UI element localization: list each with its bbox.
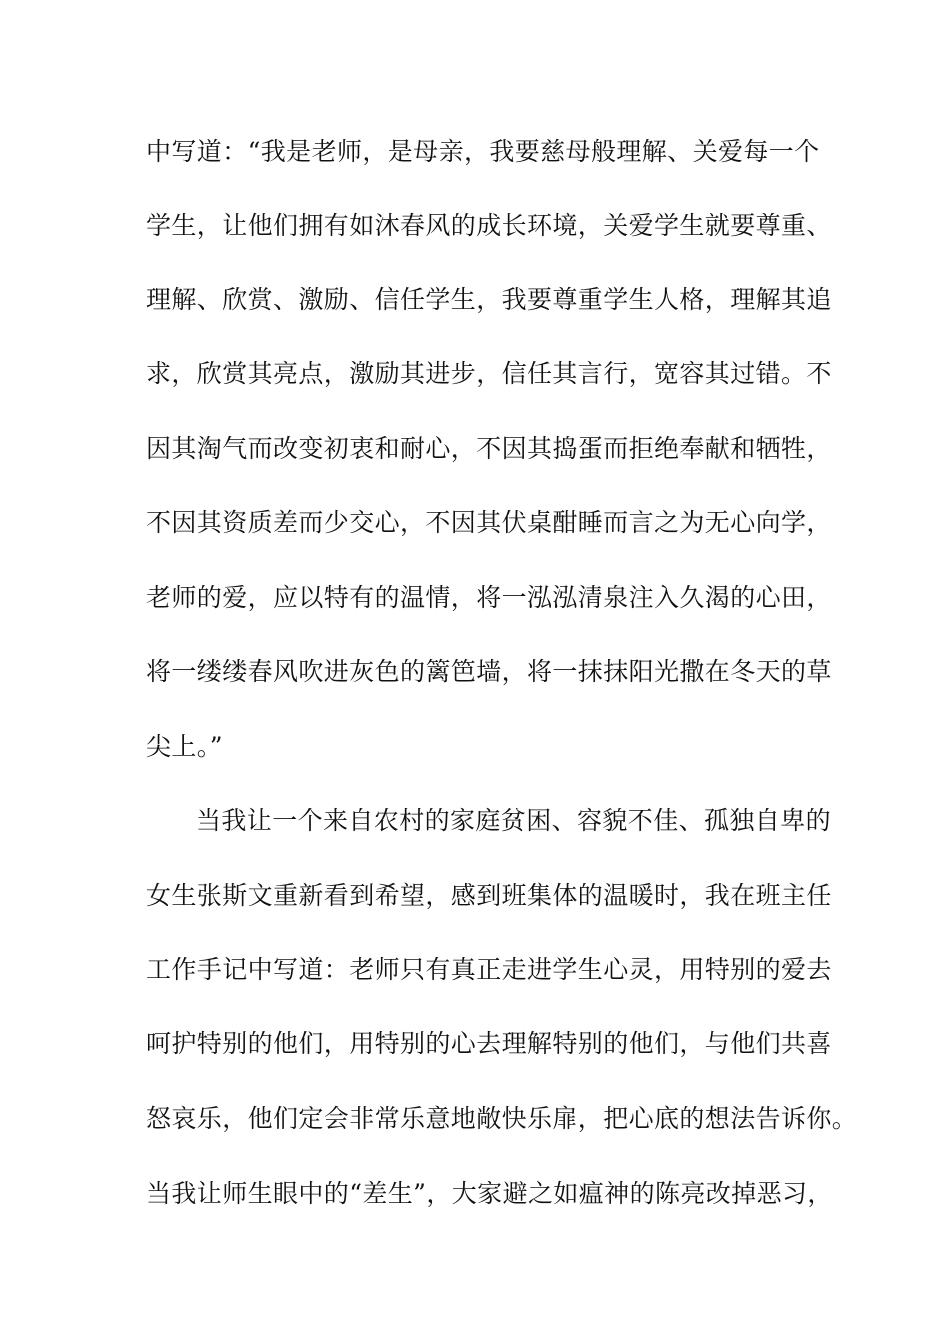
text-line: 尖上。” bbox=[146, 732, 223, 761]
text-line: 求，欣赏其亮点，激励其进步，信任其言行，宽容其过错。不 bbox=[146, 359, 832, 388]
text-line: 怒哀乐，他们定会非常乐意地敞快乐扉，把心底的想法告诉你。 bbox=[146, 1104, 858, 1133]
text-line: 将一缕缕春风吹进灰色的篱笆墙，将一抹抹阳光撒在冬天的草 bbox=[146, 657, 832, 686]
text-line: 因其淘气而改变初衷和耐心，不因其捣蛋而拒绝奉献和牺牲， bbox=[146, 434, 832, 463]
text-line: 老师的爱，应以特有的温情，将一泓泓清泉注入久渴的心田， bbox=[146, 583, 832, 612]
text-line: 不因其资质差而少交心，不因其伏桌酣睡而言之为无心向学， bbox=[146, 508, 832, 537]
text-line: 工作手记中写道：老师只有真正走进学生心灵，用特别的爱去 bbox=[146, 955, 832, 984]
paragraph-first-line: 当我让一个来自农村的家庭贫困、容貌不佳、孤独自卑的 bbox=[196, 806, 832, 835]
text-line: 当我让师生眼中的“差生”，大家避之如瘟神的陈亮改掉恶习， bbox=[146, 1179, 833, 1208]
text-line: 学生，让他们拥有如沐春风的成长环境，关爱学生就要尊重、 bbox=[146, 211, 832, 240]
text-line: 中写道：“我是老师，是母亲，我要慈母般理解、关爱每一个 bbox=[146, 137, 820, 166]
text-line: 理解、欣赏、激励、信任学生，我要尊重学生人格，理解其追 bbox=[146, 285, 832, 314]
text-line: 女生张斯文重新看到希望，感到班集体的温暖时，我在班主任 bbox=[146, 881, 832, 910]
text-line: 呵护特别的他们，用特别的心去理解特别的他们，与他们共喜 bbox=[146, 1029, 832, 1058]
